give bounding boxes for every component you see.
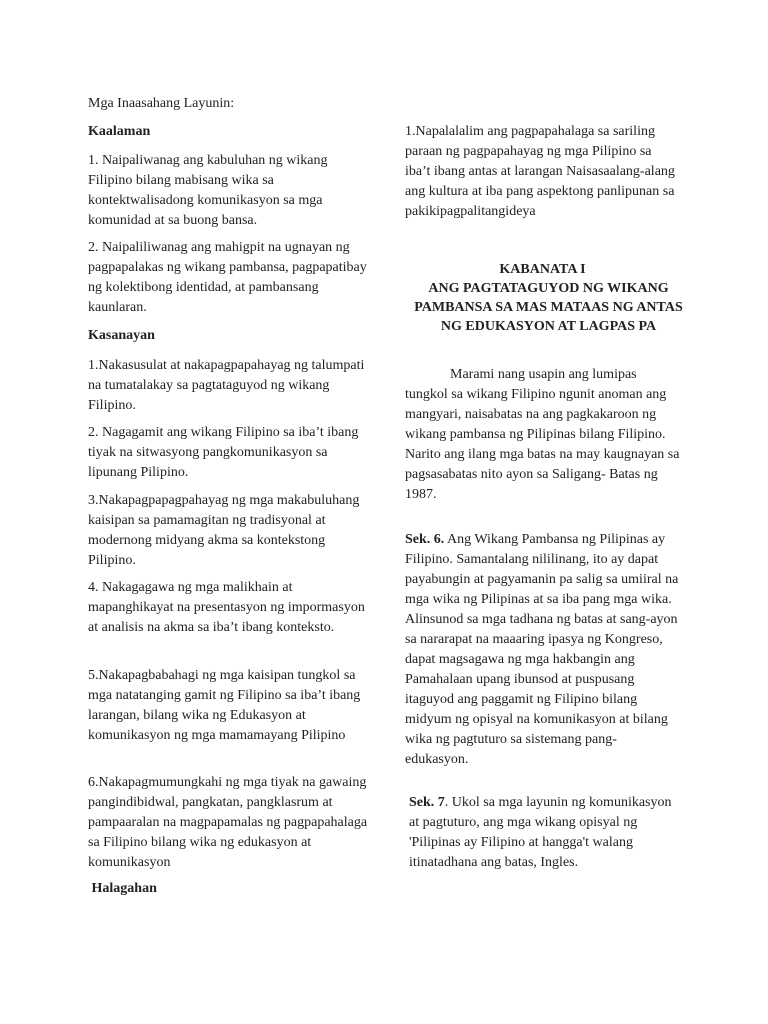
kaalaman-heading: Kaalaman: [88, 124, 151, 139]
kasanayan-item-6: 6.Nakapagmumungkahi ng mga tiyak na gawaing pangindibidwal, pangkatan, pangklasrum at pampaaralan na magpapamalas ng pagpapahalaga sa Filipino bilang wika ng edukasyon at komunikasyon: [88, 775, 368, 870]
sek7-paragraph: [405, 793, 680, 873]
sek6-text: Ang Wikang Pambansa ng Pilipinas ay Filipino. Samantalang nililinang, ito ay dapat payabungin at pagyamanin pa salig sa umiiral na mga wika ng Pilipinas at sa iba pang mga wika. Alinsunod sa mga tadhana ng batas at sang-ayon sa nararapat na maaaring ipasya ng Kongreso, dapat magsagawa ng mga hakbangin ang Pamahalaan upang ibunsod at puspusang itaguyod ang paggamit ng Filipino bilang midyum ng opisyal na komunikasyon at bilang wika ng pagtuturo sa sistemang pang-edukasyon.: [405, 532, 679, 767]
kasanayan-heading: Kasanayan: [88, 328, 155, 343]
intro-paragraph: Marami nang usapin ang lumipas tungkol sa wikang Filipino ngunit anoman ang mangyari, naisabatas na ang pagkakaroon ng wikang pambansa ng Pilipinas bilang Filipino. Narito ang ilang mga batas na may kaugnayan sa pagsasabatas nito ayon sa Saligang- Batas ng 1987.: [405, 367, 680, 502]
kasanayan-item-3: 3.Nakapagpapagpahayag ng mga makabuluhang kaisipan sa pamamagitan ng tradisyonal at modernong midyang akma sa kontekstong Pilipino.: [88, 493, 360, 568]
kaalaman-item-1: 1. Naipaliwanag ang kabuluhan ng wikang Filipino bilang mabisang wika sa kontektwalisadong komunikasyon sa mga komunidad at sa buong bansa.: [88, 153, 328, 228]
sek6-paragraph: [405, 530, 680, 770]
chapter-label: KABANATA I: [499, 262, 586, 277]
value-item-1: 1.Napalalalim ang pagpapahalaga sa sariling paraan ng pagpapahayag ng mga Pilipino sa iba’t ibang antas at larangan Naisasaalang-alang ang kultura at iba pang aspektong panlipunan sa pakikipagpalitangideya: [405, 124, 675, 219]
objectives-title: Mga Inaasahang Layunin:: [88, 96, 235, 111]
sek7-text: . Ukol sa mga layunin ng komunikasyon at pagtuturo, ang mga wikang opisyal ng 'Pilipinas ay Filipino at hangga't walang itinatadhana ang batas, Ingles.: [409, 795, 672, 870]
sek7-label: Sek. 7: [409, 795, 445, 810]
chapter-title: ANG PAGTATAGUYOD NG WIKANG PAMBANSA SA MAS MATAAS NG ANTAS NG EDUKASYON AT LAGPAS PA: [414, 281, 683, 334]
kasanayan-item-5: 5.Nakapagbabahagi ng mga kaisipan tungkol sa mga natatanging gamit ng Filipino sa iba’t ibang larangan, bilang wika ng Edukasyon at komunikasyon ng mga mamamayang Pilipino: [88, 668, 361, 743]
sek6-label: Sek. 6.: [405, 532, 445, 547]
kasanayan-item-1: 1.Nakasusulat at nakapagpapahayag ng talumpati na tumatalakay sa pagtataguyod ng wikang Filipino.: [88, 358, 365, 413]
halagahan-heading: Halagahan: [88, 881, 157, 896]
kaalaman-item-2: 2. Naipaliliwanag ang mahigpit na ugnayan ng pagpapalakas ng wikang pambansa, pagpapatibay ng kolektibong identidad, at pambansang kaunlaran.: [88, 240, 367, 315]
kasanayan-item-4: 4. Nakagagawa ng mga malikhain at mapanghikayat na presentasyon ng impormasyon at analisis na akma sa iba’t ibang konteksto.: [88, 580, 365, 635]
kasanayan-item-2: 2. Nagagamit ang wikang Filipino sa iba’t ibang tiyak na sitwasyong pangkomunikasyon sa lipunang Pilipino.: [88, 425, 359, 480]
